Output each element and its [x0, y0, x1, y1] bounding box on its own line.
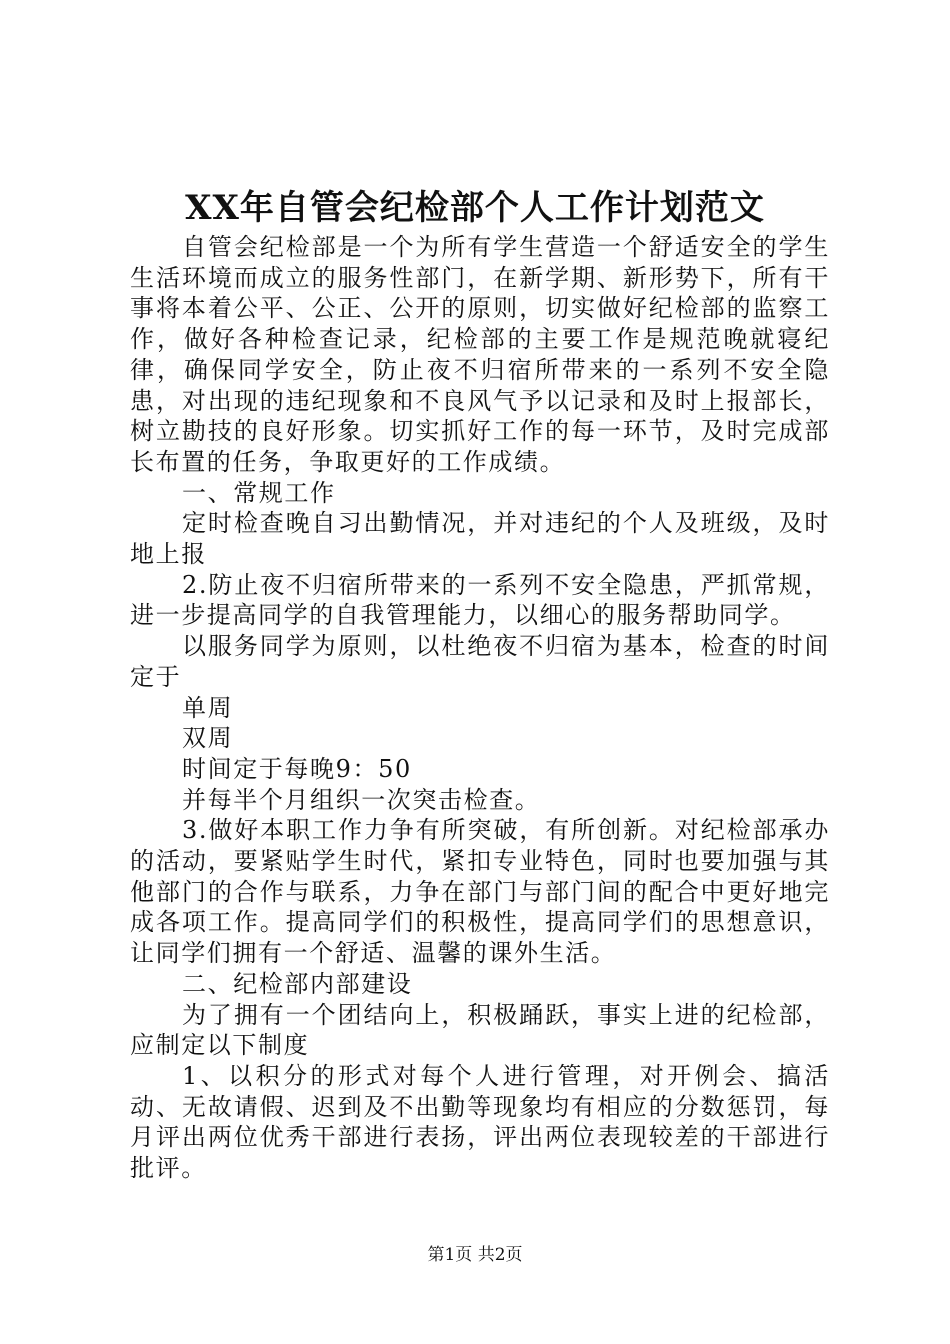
paragraph-rule-1: 1、以积分的形式对每个人进行管理，对开例会、搞活动、无故请假、迟到及不出勤等现象均有相应的分数惩罚，每月评出两位优秀干部进行表扬，评出两位表现较差的干部进行批评。 [130, 1061, 830, 1183]
paragraph-attendance-check: 定时检查晚自习出勤情况，并对违纪的个人及班级，及时地上报 [130, 509, 830, 569]
paragraph-even-week: 双周 [182, 724, 234, 753]
paragraph-item-3: 3.做好本职工作力争有所突破，有所创新。对纪检部承办的活动，要紧贴学生时代，紧扣专业特色，同时也要加强与其他部门的合作与联系，力争在部门与部门间的配合中更好地完成各项工作。提高同学们的积极性，提高同学们的思想意识，让同学们拥有一个舒适、温馨的课外生活。 [130, 816, 830, 968]
paragraph-check-time: 以服务同学为原则，以杜绝夜不归宿为基本，检查的时间定于 [130, 632, 830, 691]
section-heading-routine-work: 一、常规工作 [182, 478, 336, 507]
document-body [130, 232, 830, 1184]
paragraph-item-2: 2.防止夜不归宿所带来的一系列不安全隐患，严抓常规，进一步提高同学的自我管理能力，以细心的服务帮助同学。 [130, 570, 830, 630]
paragraph-intro: 自管会纪检部是一个为所有学生营造一个舒适安全的学生生活环境而成立的服务性部门，在新学期、新形势下，所有干事将本着公平、公正、公开的原则，切实做好纪检部的监察工作，做好各种检查记录，纪检部的主要工作是规范晚就寝纪律，确保同学安全，防止夜不归宿所带来的一系列不安全隐患，对出现的违纪现象和不良风气予以记录和及时上报部长，树立勘技的良好形象。切实抓好工作的每一环节，及时完成部长布置的任务，争取更好的工作成绩。 [130, 233, 830, 476]
paragraph-rules-intro: 为了拥有一个团结向上，积极踊跃，事实上进的纪检部，应制定以下制度 [130, 1000, 830, 1060]
paragraph-odd-week: 单周 [182, 693, 234, 722]
page-number-footer: 第1页 共2页 [427, 1245, 523, 1265]
section-heading-internal-building: 二、纪检部内部建设 [182, 969, 413, 998]
paragraph-surprise-check: 并每半个月组织一次突击检查。 [182, 785, 541, 814]
document-title: XX年自管会纪检部个人工作计划范文 [185, 188, 765, 228]
paragraph-time-schedule: 时间定于每晚9：50 [182, 754, 412, 783]
